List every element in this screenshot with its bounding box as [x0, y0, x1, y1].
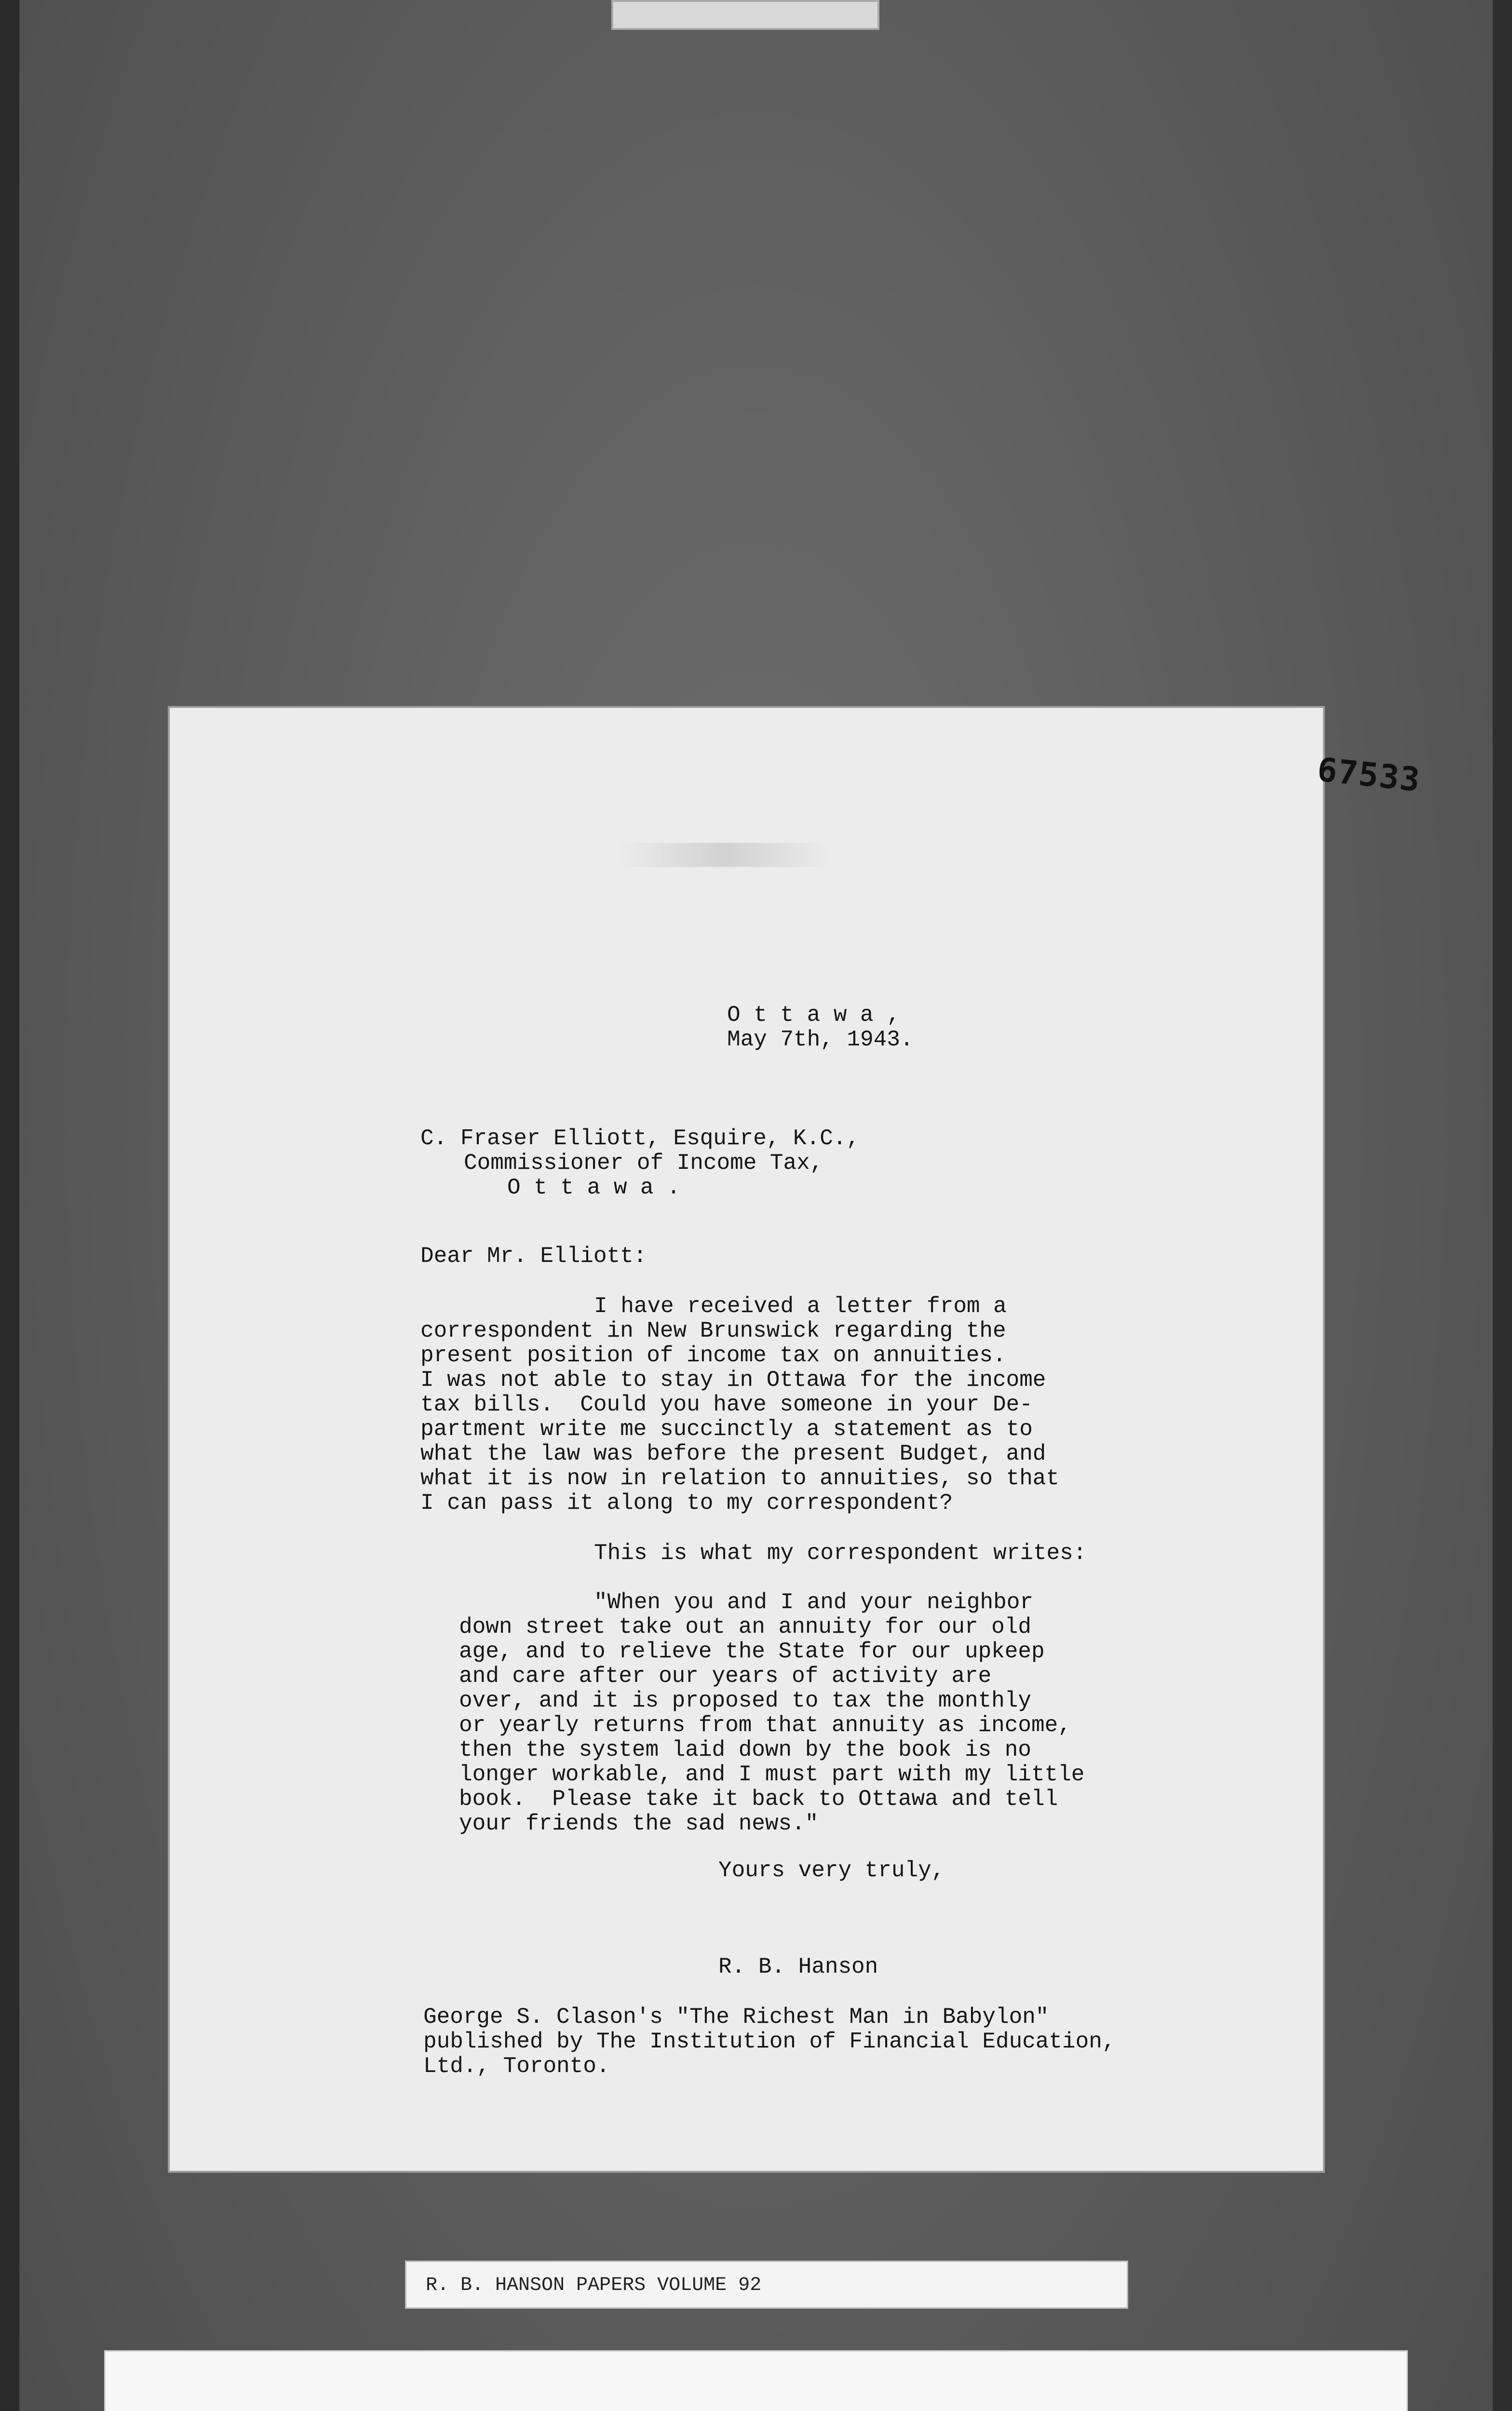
quotation-line: book. Please take it back to Ottawa and tell [459, 1787, 1058, 1812]
quotation-line: your friends the sad news." [459, 1811, 819, 1836]
addressee-line-2: Commissioner of Income Tax, [464, 1151, 824, 1176]
faint-letterhead-mark [618, 843, 830, 867]
collection-label [405, 2261, 1128, 2309]
paragraph-1-line: I was not able to stay in Ottawa for the income [420, 1368, 1046, 1393]
place-line: O t t a w a , [727, 1002, 900, 1028]
date-line: May 7th, 1943. [727, 1027, 914, 1052]
collection-label-text: R. B. HANSON PAPERS VOLUME 92 [426, 2275, 762, 2296]
quotation-line: over, and it is proposed to tax the monthly [459, 1688, 1031, 1713]
addressee-line-3: O t t a w a . [507, 1175, 680, 1200]
quotation-line: and care after our years of activity are [459, 1664, 992, 1689]
paragraph-1-line: present position of income tax on annuities. [420, 1343, 1006, 1368]
addressee-line-1: C. Fraser Elliott, Esquire, K.C., [420, 1126, 860, 1151]
archive-card [104, 2350, 1408, 2411]
paragraph-1-line: I have received a letter from a [594, 1294, 1007, 1319]
paragraph-1-line: correspondent in New Brunswick regarding the [420, 1318, 1006, 1343]
quotation-line: "When you and I and your neighbor [594, 1590, 1033, 1615]
paragraph-1-line: I can pass it along to my correspondent? [420, 1490, 953, 1516]
scan-border-left [0, 0, 19, 2411]
letter-page [170, 708, 1423, 2171]
paragraph-1-line: tax bills. Could you have someone in your De- [420, 1392, 1033, 1417]
postscript-line: George S. Clason's "The Richest Man in Babylon" [423, 2005, 1049, 2030]
signature-name: R. B. Hanson [718, 1954, 878, 1979]
quotation-line: longer workable, and I must part with my little [459, 1762, 1085, 1787]
scan-border-right [1493, 0, 1512, 2411]
paragraph-1-line: what the law was before the present Budget, and [420, 1441, 1046, 1466]
salutation: Dear Mr. Elliott: [420, 1244, 647, 1269]
closing: Yours very truly, [718, 1858, 945, 1883]
paragraph-2: This is what my correspondent writes: [594, 1541, 1087, 1566]
top-mount-tab [611, 0, 879, 30]
document-number-stamp: 67533 [1315, 750, 1423, 800]
quotation-line: age, and to relieve the State for our upkeep [459, 1639, 1045, 1664]
paragraph-1-line: what it is now in relation to annuities, so that [420, 1466, 1060, 1491]
quotation-line: then the system laid down by the book is no [459, 1737, 1031, 1762]
quotation-line: or yearly returns from that annuity as income, [459, 1713, 1071, 1738]
quotation-line: down street take out an annuity for our old [459, 1614, 1031, 1639]
paragraph-1-line: partment write me succinctly a statement as to [420, 1417, 1033, 1442]
postscript-line: Ltd., Toronto. [423, 2054, 610, 2079]
postscript-line: published by The Institution of Financial Education, [423, 2029, 1116, 2054]
